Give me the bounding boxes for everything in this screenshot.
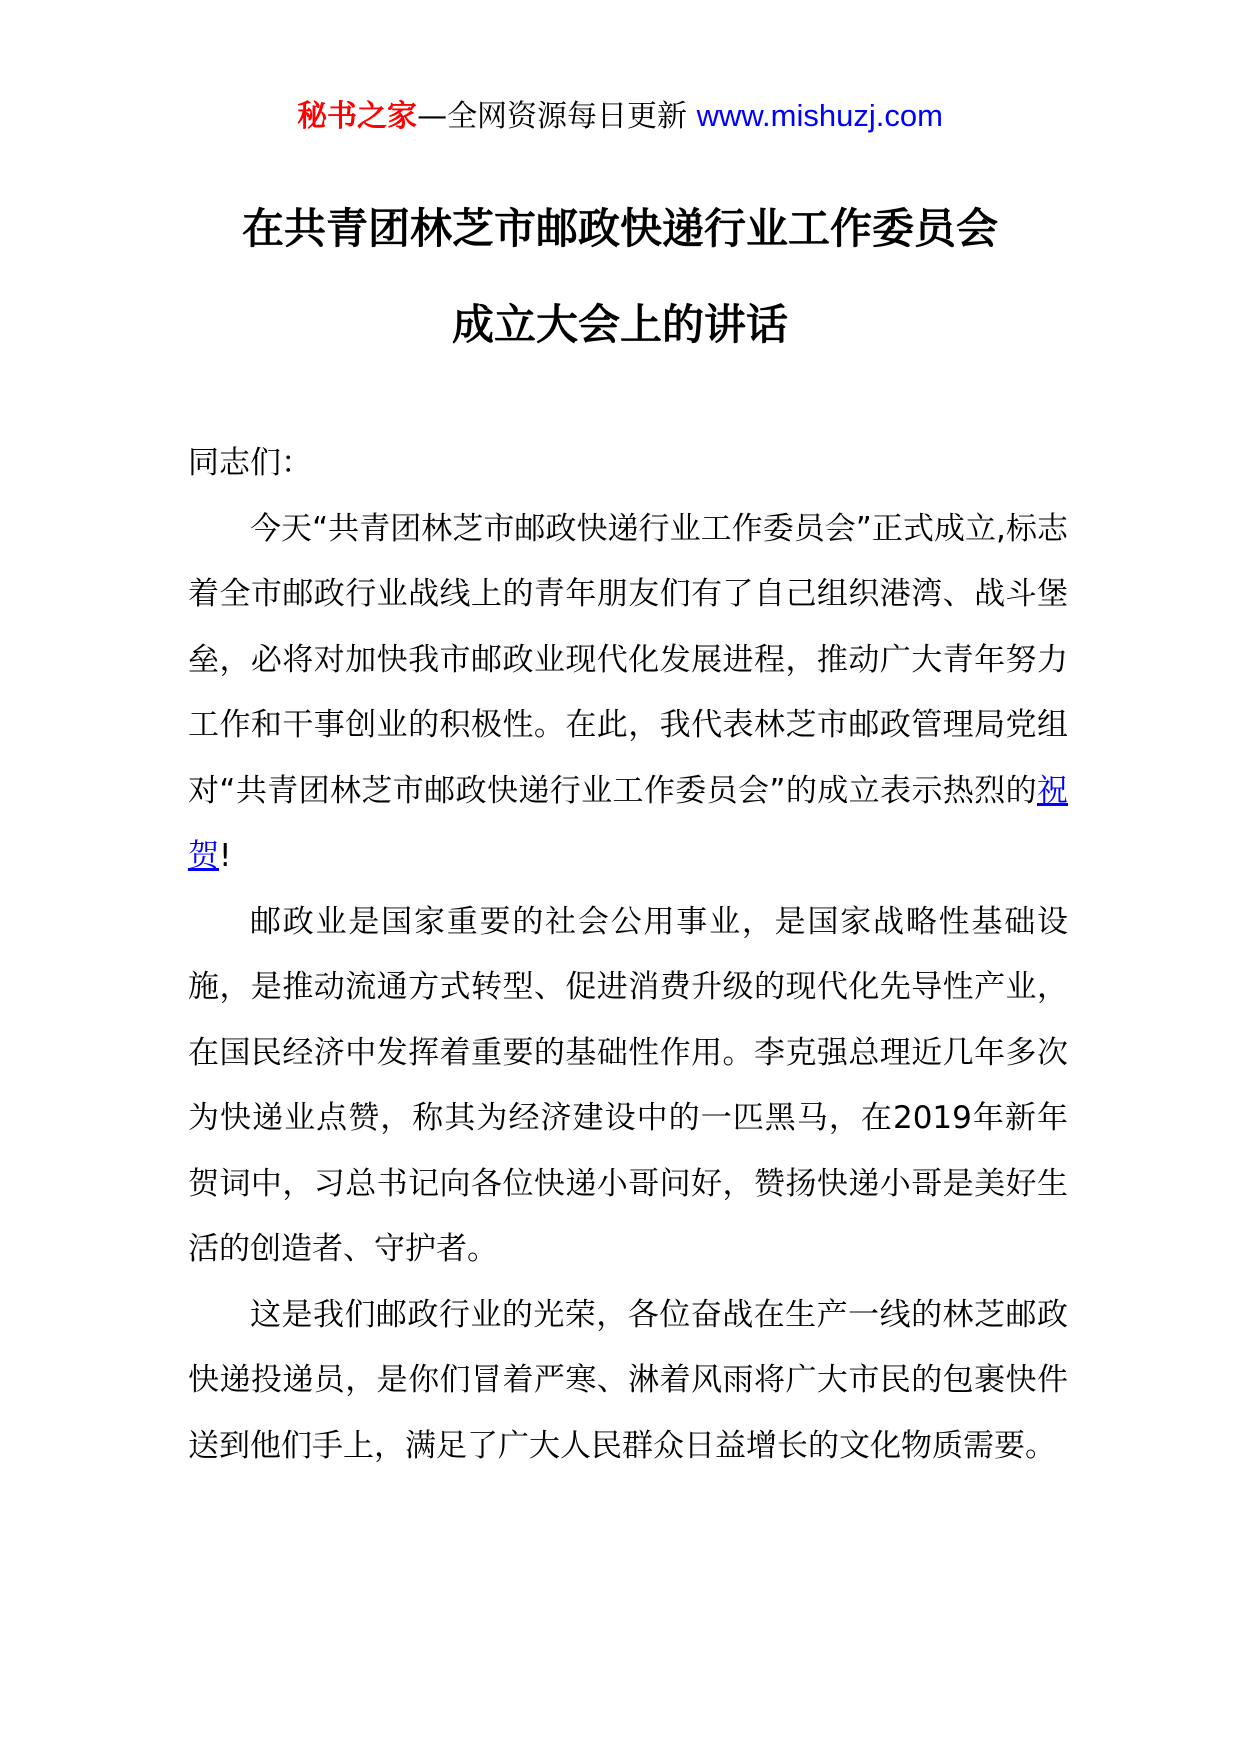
salutation: 同志们： bbox=[188, 445, 312, 481]
site-url-link[interactable]: www.mishuzj.com bbox=[696, 98, 943, 133]
brand-name: 秘书之家 bbox=[297, 99, 418, 134]
paragraph-3: 这是我们邮政行业的光荣，各位奋战在生产一线的林芝邮政快递投递员，是你们冒着严寒、淋着风雨将广大市民的包裹快件送到他们手上，满足了广大人民群众日益增长的文化物质需要。 bbox=[188, 1296, 1068, 1464]
header-tagline: —全网资源每日更新 bbox=[417, 99, 697, 134]
paragraph-1 bbox=[188, 497, 1068, 890]
site-header bbox=[0, 96, 1240, 137]
document-title-line-1: 在共青团林芝市邮政快递行业工作委员会 bbox=[241, 204, 998, 253]
document-body bbox=[188, 431, 1068, 1479]
paragraph-2: 邮政业是国家重要的社会公用事业，是国家战略性基础设施，是推动流通方式转型、促进消费升级的现代化先导性产业，在国民经济中发挥着重要的基础性作用。李克强总理近几年多次为快递业点赞，称其为经济建设中的一匹黑马，在2019年新年贺词中，习总书记向各位快递小哥问好，赞扬快递小哥是美好生活的创造者、守护者。 bbox=[188, 903, 1068, 1267]
paragraph-1-text: 今天“共青团林芝市邮政快递行业工作委员会”正式成立,标志着全市邮政行业战线上的青年朋友们有了自己组织港湾、战斗堡垒，必将对加快我市邮政业现代化发展进程，推动广大青年努力工作和干事创业的积极性。在此，我代表林芝市邮政管理局党组对“共青团林芝市邮政快递行业工作委员会”的成立表示热烈的 bbox=[188, 510, 1068, 809]
congratulations-link[interactable]: 祝贺 bbox=[188, 772, 1068, 874]
document-title-line-2: 成立大会上的讲话 bbox=[451, 300, 788, 349]
paragraph-1-end: ! bbox=[219, 838, 232, 874]
